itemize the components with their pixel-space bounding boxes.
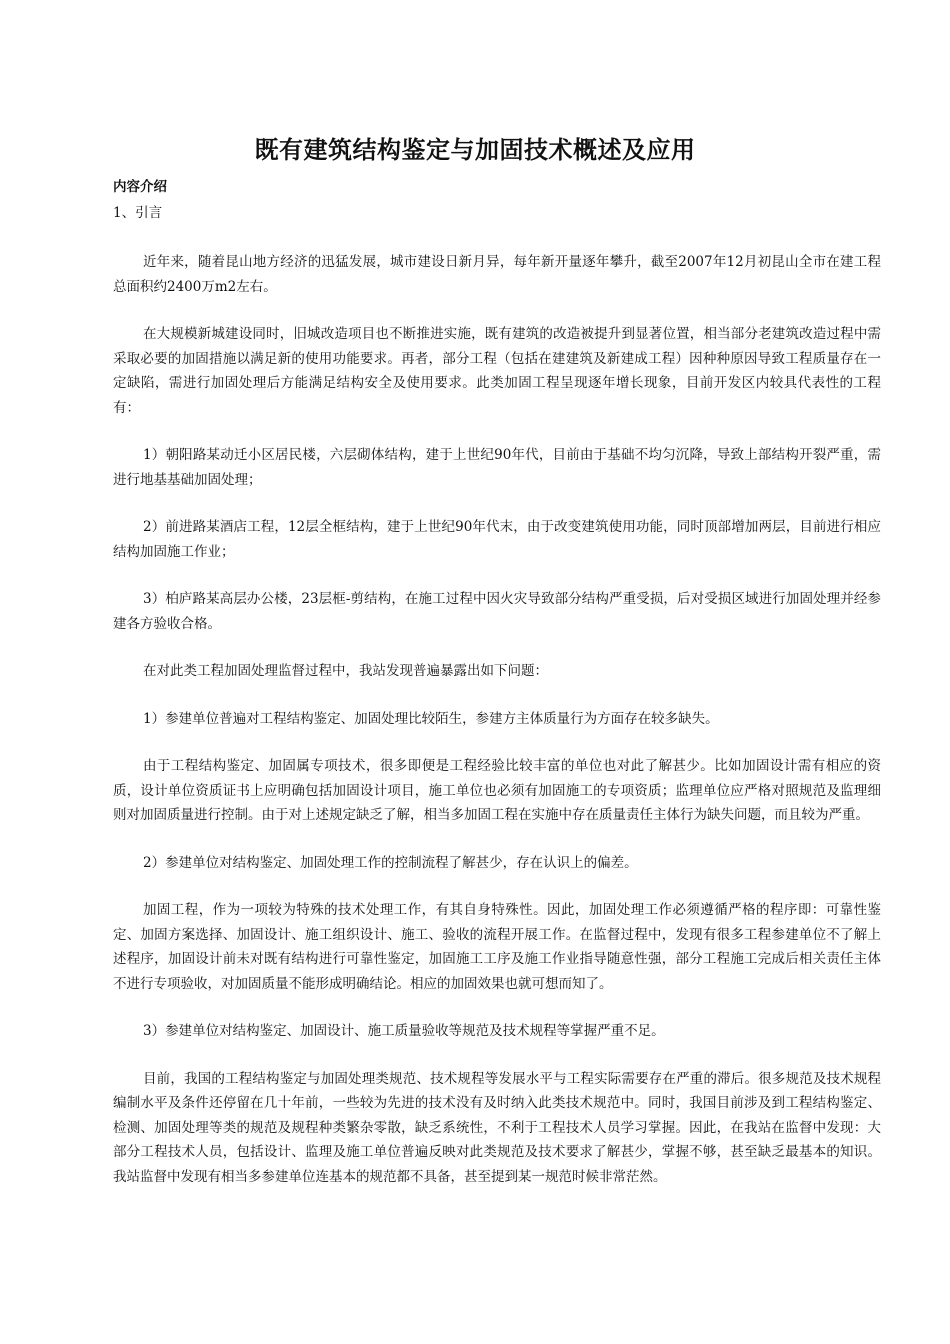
paragraph-project-2: 2）前进路某酒店工程，12层全框结构，建于上世纪90年代末，由于改变建筑使用功能，同时顶部增加两层，目前进行相应结构加固施工作业； <box>113 519 881 560</box>
paragraph-problems-intro: 在对此类工程加固处理监督过程中，我站发现普遍暴露出如下问题： <box>143 663 548 679</box>
paragraph-reinforcement-context: 在大规模新城建设同时，旧城改造项目也不断推进实施，既有建筑的改造被提升到显著位置，相当部分老建筑改造过程中需采取必要的加固措施以满足新的使用功能要求。再者，部分工程（包括在建建筑及新建成工程）因种种原因导致工程质量存在一定缺陷，需进行加固处理后方能满足结构安全及使用要求。此类加固工程呈现逐年增长现象，目前开发区内较具代表性的工程有： <box>113 326 881 416</box>
paragraph-project-3: 3）柏庐路某高层办公楼，23层框-剪结构，在施工过程中因火灾导致部分结构严重受损，后对受损区域进行加固处理并经参建各方验收合格。 <box>113 591 881 632</box>
paragraph-problem-3-detail: 目前，我国的工程结构鉴定与加固处理类规范、技术规程等发展水平与工程实际需要存在严重的滞后。很多规范及技术规程编制水平及条件还停留在几十年前，一些较为先进的技术没有及时纳入此类技术规范中。同时，我国目前涉及到工程结构鉴定、检测、加固处理等类的规范及规程种类繁杂零散，缺乏系统性，不利于工程技术人员学习掌握。因此，在我站在监督中发现：大部分工程技术人员，包括设计、监理及施工单位普遍反映对此类规范及技术要求了解甚少，掌握不够，甚至缺乏最基本的知识。我站监督中发现有相当多参建单位连基本的规范都不具备，甚至提到某一规范时候非常茫然。 <box>113 1070 881 1185</box>
document-title: 既有建筑结构鉴定与加固技术概述及应用 <box>254 135 696 164</box>
paragraph-problem-2-detail: 加固工程，作为一项较为特殊的技术处理工作，有其自身特殊性。因此，加固处理工作必须遵循严格的程序即：可靠性鉴定、加固方案选择、加固设计、施工组织设计、施工、验收的流程开展工作。在监督过程中，发现有很多工程参建单位不了解上述程序，加固设计前未对既有结构进行可靠性鉴定，加固施工工序及施工作业指导随意性强，部分工程施工完成后相关责任主体不进行专项验收，对加固质量不能形成明确结论。相应的加固效果也就可想而知了。 <box>113 902 881 992</box>
paragraph-problem-3: 3）参建单位对结构鉴定、加固设计、施工质量验收等规范及技术规程等掌握严重不足。 <box>143 1023 665 1039</box>
paragraph-problem-1-detail: 由于工程结构鉴定、加固属专项技术，很多即便是工程经验比较丰富的单位也对此了解甚少。比如加固设计需有相应的资质，设计单位资质证书上应明确包括加固设计项目，施工单位也必须有加固施工的专项资质；监理单位应严格对照规范及监理细则对加固质量进行控制。由于对上述规定缺乏了解，相当多加固工程在实施中存在质量责任主体行为缺失问题，而且较为严重。 <box>113 758 881 823</box>
document-body <box>113 250 881 1212</box>
paragraph-project-1: 1）朝阳路某动迁小区居民楼，六层砌体结构，建于上世纪90年代，目前由于基础不均匀沉降，导致上部结构开裂严重，需进行地基基础加固处理； <box>113 447 881 488</box>
subheading-introduction: 1、引言 <box>113 205 163 221</box>
paragraph-problem-1: 1）参建单位普遍对工程结构鉴定、加固处理比较陌生，参建方主体质量行为方面存在较多缺失。 <box>143 710 719 727</box>
section-heading: 内容介绍 <box>113 179 167 195</box>
paragraph-background: 近年来，随着昆山地方经济的迅猛发展，城市建设日新月异，每年新开量逐年攀升，截至2007年12月初昆山全市在建工程总面积约2400万m2左右。 <box>113 254 881 295</box>
paragraph-problem-2: 2）参建单位对结构鉴定、加固处理工作的控制流程了解甚少，存在认识上的偏差。 <box>143 854 638 871</box>
